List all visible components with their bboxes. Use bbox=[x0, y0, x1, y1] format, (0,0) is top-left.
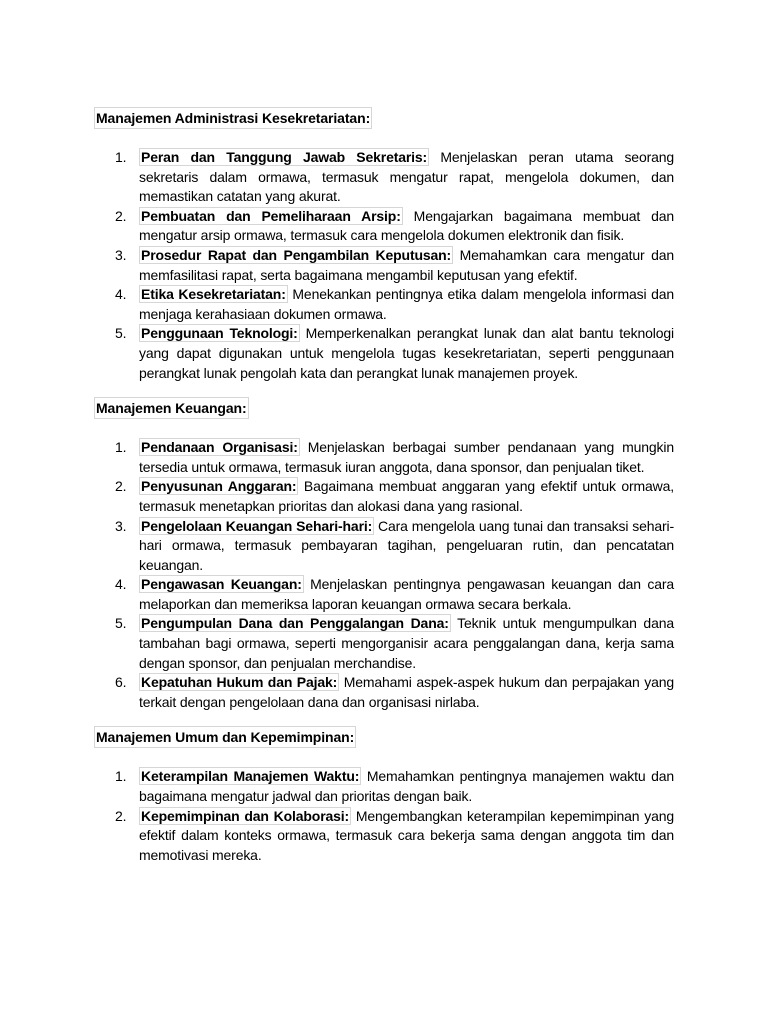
item-number: 6. bbox=[115, 674, 127, 691]
item-description: Menjelaskan berbagai sumber pendanaan yang mungkin tersedia untuk ormawa, termasuk iuran anggota, dana sponsor, dan penjualan tiket. bbox=[139, 439, 674, 475]
item-description: Bagaimana membuat anggaran yang efektif untuk ormawa, termasuk menetapkan prioritas dan alokasi dana yang rasional. bbox=[139, 478, 674, 514]
item-description: Menjelaskan pentingnya pengawasan keuangan dan cara melaporkan dan memeriksa laporan keuangan ormawa secara berkala. bbox=[139, 576, 674, 612]
item-number: 5. bbox=[115, 325, 127, 342]
list-item bbox=[94, 246, 674, 285]
document-page bbox=[94, 107, 674, 865]
list-item bbox=[94, 477, 674, 516]
item-term: Penyusunan Anggaran: bbox=[141, 478, 297, 495]
section-heading: Manajemen Administrasi Kesekretariatan: bbox=[94, 107, 372, 129]
section-administrasi bbox=[94, 107, 674, 383]
item-term: Prosedur Rapat dan Pengambilan Keputusan: bbox=[141, 246, 452, 263]
item-description: Mengembangkan keterampilan kepemimpinan yang efektif dalam konteks ormawa, termasuk cara bekerja sama dengan anggota tim dan memotivasi mereka. bbox=[139, 807, 674, 863]
item-number: 2. bbox=[115, 478, 127, 495]
section-keuangan bbox=[94, 397, 674, 712]
item-description: Menekankan pentingnya etika dalam mengelola informasi dan menjaga kerahasiaan dokumen ormawa. bbox=[139, 286, 675, 322]
item-term: Etika Kesekretariatan: bbox=[141, 286, 286, 303]
section-heading: Manajemen Keuangan: bbox=[94, 397, 249, 419]
section-umum-kepemimpinan bbox=[94, 726, 674, 865]
item-description: Memahamkan pentingnya manajemen waktu dan bagaimana mengatur jadwal dan prioritas dengan baik. bbox=[139, 768, 674, 805]
item-description: Teknik untuk mengumpulkan dana tambahan bagi ormawa, seperti mengorganisir acara penggalangan dana, kerja sama dengan sponsor, dan penjualan merchandise. bbox=[139, 615, 674, 671]
item-description: Mengajarkan bagaimana membuat dan mengatur arsip ormawa, termasuk cara mengelola dokumen elektronik dan fisik. bbox=[139, 207, 674, 244]
list-item bbox=[94, 438, 674, 477]
item-description: Memahami aspek-aspek hukum dan perpajakan yang terkait dengan pengelolaan dana dan organisasi nirlaba. bbox=[139, 674, 674, 710]
item-number: 4. bbox=[115, 286, 127, 303]
item-number: 3. bbox=[115, 246, 127, 263]
item-term: Penggunaan Teknologi: bbox=[141, 325, 298, 342]
item-term: Pengelolaan Keuangan Sehari-hari: bbox=[141, 517, 373, 534]
list-item bbox=[94, 148, 674, 207]
item-term: Kepemimpinan dan Kolaborasi: bbox=[141, 807, 350, 824]
item-number: 5. bbox=[115, 615, 127, 632]
list-item bbox=[94, 285, 674, 324]
list-item bbox=[94, 207, 674, 246]
item-number: 1. bbox=[115, 768, 127, 785]
list-item bbox=[94, 575, 674, 614]
item-number: 4. bbox=[115, 576, 127, 593]
item-term: Pendanaan Organisasi: bbox=[141, 439, 298, 456]
item-number: 1. bbox=[115, 439, 127, 456]
list-item bbox=[94, 324, 674, 383]
item-description: Memperkenalkan perangkat lunak dan alat bantu teknologi yang dapat digunakan untuk mengelola tugas kesekretariatan, seperti penggunaan perangkat lunak pengolah kata dan perangkat lunak manajemen proyek. bbox=[139, 325, 674, 381]
item-term: Pengumpulan Dana dan Penggalangan Dana: bbox=[141, 615, 449, 632]
list-item bbox=[94, 614, 674, 673]
list-item bbox=[94, 673, 674, 712]
item-term: Kepatuhan Hukum dan Pajak: bbox=[141, 674, 338, 691]
item-number: 3. bbox=[115, 517, 127, 534]
list-item bbox=[94, 517, 674, 576]
item-term: Pembuatan dan Pemeliharaan Arsip: bbox=[141, 207, 401, 224]
list-item bbox=[94, 767, 674, 806]
numbered-list bbox=[94, 148, 674, 383]
item-description: Memahamkan cara mengatur dan memfasilitasi rapat, serta bagaimana mengambil keputusan yang efektif. bbox=[139, 246, 674, 283]
item-description: Cara mengelola uang tunai dan transaksi sehari-hari ormawa, termasuk pembayaran tagihan, pengeluaran rutin, dan pencatatan keuangan. bbox=[139, 517, 674, 573]
section-heading: Manajemen Umum dan Kepemimpinan: bbox=[94, 726, 356, 748]
item-description: Menjelaskan peran utama seorang sekretaris dalam ormawa, termasuk mengatur rapat, mengelola dokumen, dan memastikan catatan yang akurat. bbox=[139, 149, 675, 205]
numbered-list bbox=[94, 767, 674, 865]
item-term: Keterampilan Manajemen Waktu: bbox=[141, 768, 360, 785]
numbered-list bbox=[94, 438, 674, 712]
list-item bbox=[94, 807, 674, 866]
item-number: 2. bbox=[115, 807, 127, 824]
item-number: 2. bbox=[115, 207, 127, 224]
item-term: Pengawasan Keuangan: bbox=[141, 576, 302, 593]
item-term: Peran dan Tanggung Jawab Sekretaris: bbox=[141, 149, 428, 165]
item-number: 1. bbox=[115, 149, 127, 165]
